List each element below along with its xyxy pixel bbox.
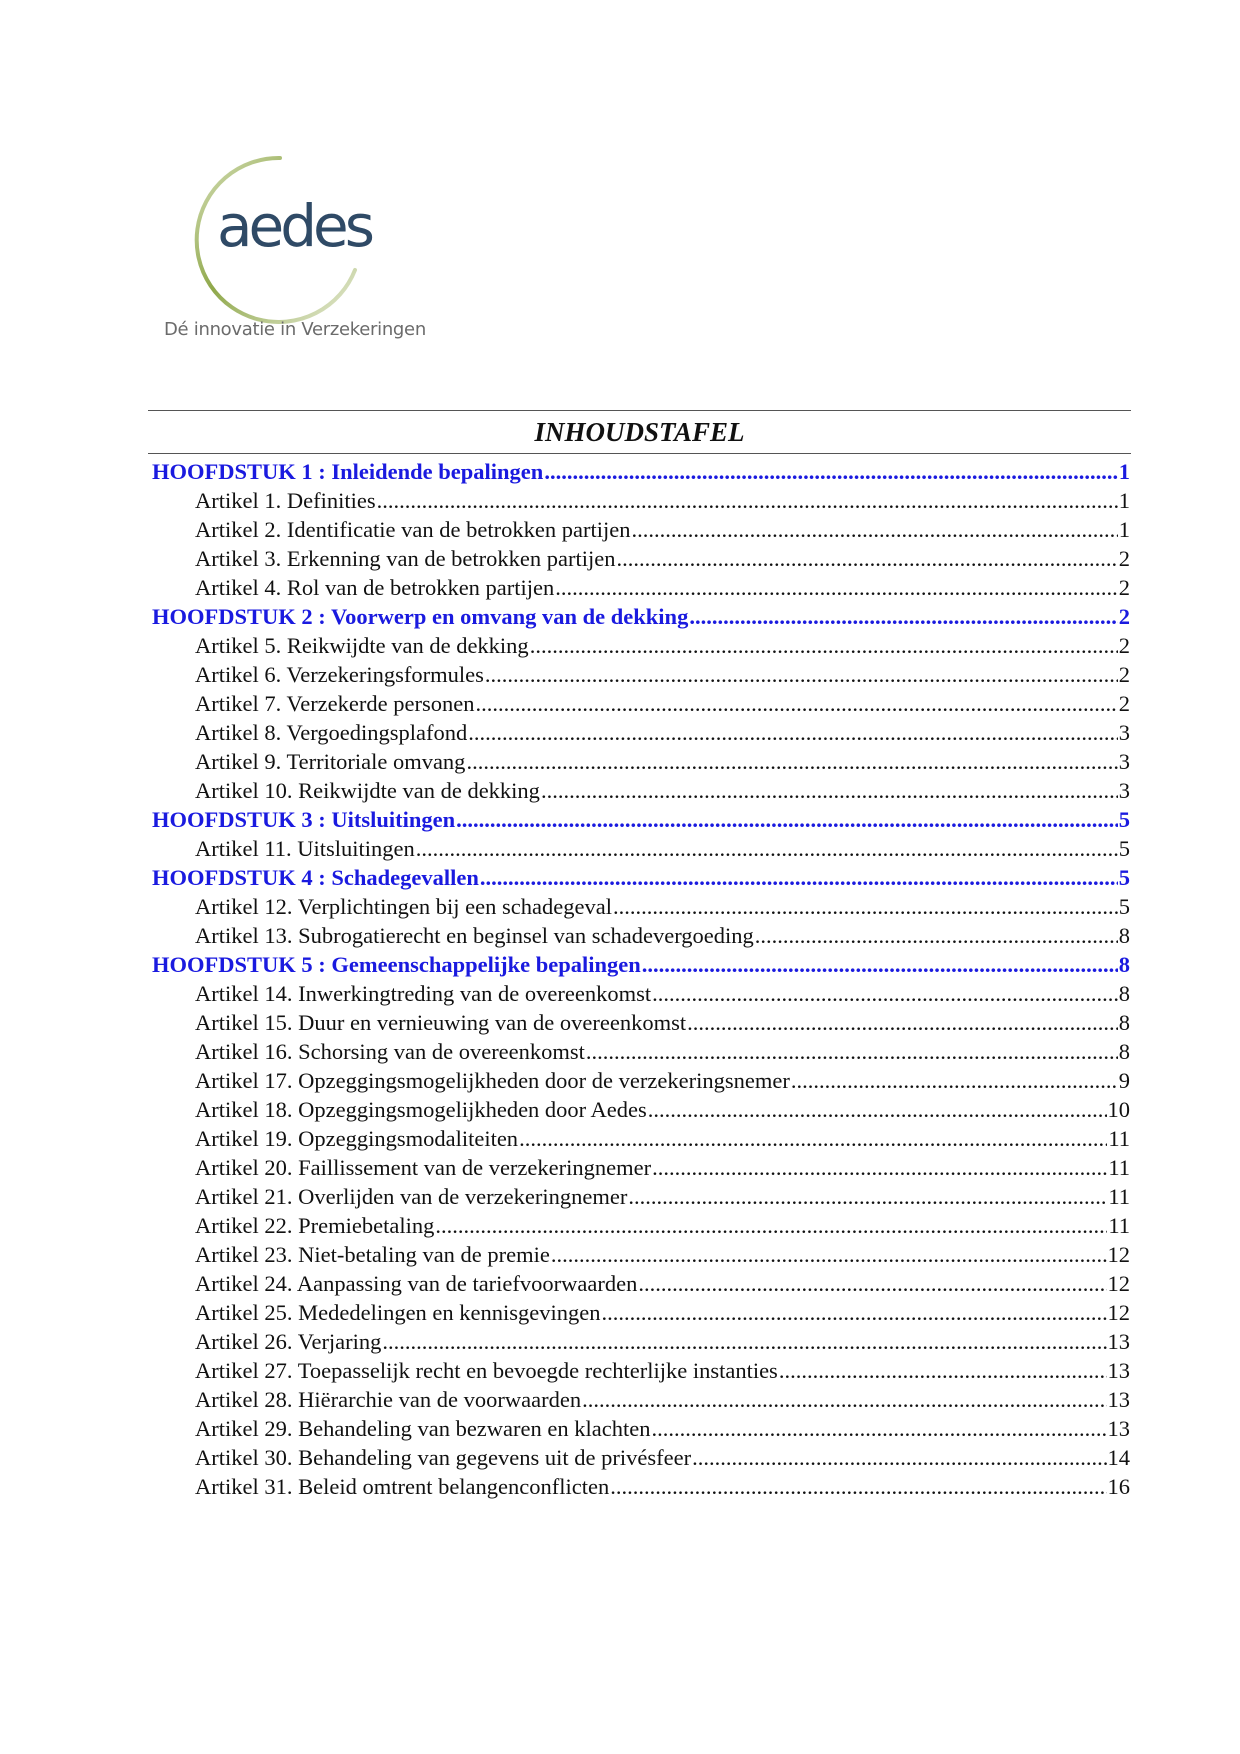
toc-entry-label: HOOFDSTUK 3 : Uitsluitingen — [152, 807, 456, 832]
toc-article-entry[interactable] — [150, 1443, 1130, 1472]
toc-article-entry[interactable] — [150, 747, 1130, 776]
toc-article-entry[interactable] — [150, 718, 1130, 747]
toc-entry-label: Artikel 15. Duur en vernieuwing van de overeenkomst — [195, 1010, 687, 1035]
toc-entry-label: Artikel 24. Aanpassing van de tariefvoorwaarden — [195, 1271, 638, 1296]
toc-entry-label: HOOFDSTUK 1 : Inleidende bepalingen — [152, 459, 544, 484]
toc-article-entry[interactable] — [150, 1414, 1130, 1443]
toc-leader-dots — [779, 1356, 1107, 1385]
toc-entry-page: 3 — [1118, 778, 1130, 803]
toc-entry-page: 14 — [1107, 1445, 1130, 1470]
toc-leader-dots — [541, 776, 1118, 805]
toc-article-entry[interactable] — [150, 1008, 1130, 1037]
toc-chapter-entry[interactable] — [150, 805, 1130, 834]
toc-entry-label: Artikel 17. Opzeggingsmogelijkheden door de verzekeringsnemer — [195, 1068, 790, 1093]
toc-leader-dots — [602, 1298, 1107, 1327]
toc-entry-page: 2 — [1118, 691, 1130, 716]
toc-leader-dots — [456, 805, 1118, 834]
toc-leader-dots — [613, 892, 1118, 921]
toc-article-entry[interactable] — [150, 1124, 1130, 1153]
toc-entry-page: 3 — [1118, 749, 1130, 774]
toc-article-entry[interactable] — [150, 1298, 1130, 1327]
toc-title-rule-top — [148, 410, 1131, 411]
toc-article-entry[interactable] — [150, 776, 1130, 805]
toc-entry-label: Artikel 13. Subrogatierecht en beginsel van schadevergoeding — [195, 923, 754, 948]
toc-entry-page: 1 — [1118, 459, 1130, 484]
toc-leader-dots — [610, 1472, 1106, 1501]
toc-leader-dots — [377, 486, 1118, 515]
toc-entry-label: Artikel 7. Verzekerde personen — [195, 691, 475, 716]
toc-entry-label: Artikel 2. Identificatie van de betrokken partijen — [195, 517, 631, 542]
toc-entry-page: 12 — [1107, 1271, 1130, 1296]
toc-article-entry[interactable] — [150, 1037, 1130, 1066]
toc-entry-label: Artikel 31. Beleid omtrent belangenconflicten — [195, 1474, 610, 1499]
toc-entry-label: Artikel 11. Uitsluitingen — [195, 836, 415, 861]
toc-entry-label: Artikel 23. Niet-betaling van de premie — [195, 1242, 550, 1267]
toc-chapter-entry[interactable] — [150, 457, 1130, 486]
toc-leader-dots — [480, 863, 1118, 892]
table-of-contents — [150, 457, 1130, 1501]
toc-entry-label: Artikel 14. Inwerkingtreding van de overeenkomst — [195, 981, 652, 1006]
toc-article-entry[interactable] — [150, 1153, 1130, 1182]
toc-entry-label: Artikel 3. Erkenning van de betrokken partijen — [195, 546, 616, 571]
toc-leader-dots — [544, 457, 1117, 486]
toc-leader-dots — [692, 1443, 1106, 1472]
toc-leader-dots — [485, 660, 1118, 689]
toc-entry-label: HOOFDSTUK 5 : Gemeenschappelijke bepalingen — [152, 952, 641, 977]
toc-entry-label: Artikel 19. Opzeggingsmodaliteiten — [195, 1126, 519, 1151]
toc-entry-label: Artikel 12. Verplichtingen bij een schadegeval — [195, 894, 612, 919]
toc-entry-label: Artikel 16. Schorsing van de overeenkomst — [195, 1039, 585, 1064]
toc-leader-dots — [416, 834, 1118, 863]
toc-article-entry[interactable] — [150, 689, 1130, 718]
toc-chapter-entry[interactable] — [150, 863, 1130, 892]
toc-leader-dots — [519, 1124, 1107, 1153]
toc-entry-label: Artikel 5. Reikwijdte van de dekking — [195, 633, 529, 658]
toc-entry-label: Artikel 20. Faillissement van de verzekeringnemer — [195, 1155, 652, 1180]
toc-entry-page: 12 — [1107, 1300, 1130, 1325]
toc-article-entry[interactable] — [150, 1356, 1130, 1385]
toc-entry-page: 2 — [1118, 604, 1130, 629]
toc-article-entry[interactable] — [150, 892, 1130, 921]
toc-leader-dots — [530, 631, 1118, 660]
toc-entry-page: 5 — [1118, 836, 1130, 861]
toc-entry-page: 11 — [1108, 1184, 1130, 1209]
toc-entry-page: 8 — [1118, 1010, 1130, 1035]
toc-entry-label: HOOFDSTUK 2 : Voorwerp en omvang van de dekking — [152, 604, 689, 629]
toc-leader-dots — [617, 544, 1118, 573]
toc-article-entry[interactable] — [150, 631, 1130, 660]
toc-article-entry[interactable] — [150, 515, 1130, 544]
toc-entry-label: Artikel 28. Hiërarchie van de voorwaarden — [195, 1387, 582, 1412]
toc-entry-label: Artikel 1. Definities — [195, 488, 376, 513]
toc-leader-dots — [435, 1211, 1107, 1240]
toc-entry-page: 8 — [1118, 981, 1130, 1006]
toc-leader-dots — [586, 1037, 1118, 1066]
toc-entry-label: Artikel 27. Toepasselijk recht en bevoegde rechterlijke instanties — [195, 1358, 778, 1383]
toc-leader-dots — [468, 718, 1117, 747]
toc-title-rule-bottom — [148, 453, 1131, 454]
toc-article-entry[interactable] — [150, 1385, 1130, 1414]
toc-article-entry[interactable] — [150, 1095, 1130, 1124]
toc-chapter-entry[interactable] — [150, 602, 1130, 631]
toc-entry-page: 12 — [1107, 1242, 1130, 1267]
toc-entry-label: Artikel 9. Territoriale omvang — [195, 749, 466, 774]
toc-entry-label: Artikel 4. Rol van de betrokken partijen — [195, 575, 555, 600]
toc-leader-dots — [638, 1269, 1106, 1298]
toc-entry-page: 13 — [1107, 1358, 1130, 1383]
toc-article-entry[interactable] — [150, 1211, 1130, 1240]
toc-article-entry[interactable] — [150, 486, 1130, 515]
toc-article-entry[interactable] — [150, 660, 1130, 689]
toc-leader-dots — [651, 1414, 1106, 1443]
toc-leader-dots — [652, 979, 1118, 1008]
toc-entry-page: 5 — [1118, 807, 1130, 832]
toc-entry-label: Artikel 29. Behandeling van bezwaren en klachten — [195, 1416, 651, 1441]
toc-leader-dots — [628, 1182, 1107, 1211]
toc-article-entry[interactable] — [150, 921, 1130, 950]
toc-entry-label: Artikel 18. Opzeggingsmogelijkheden door Aedes — [195, 1097, 647, 1122]
toc-entry-page: 13 — [1107, 1387, 1130, 1412]
toc-leader-dots — [582, 1385, 1106, 1414]
toc-article-entry[interactable] — [150, 1066, 1130, 1095]
toc-entry-page: 2 — [1118, 662, 1130, 687]
logo-tagline: Dé innovatie in Verzekeringen — [164, 319, 426, 340]
toc-article-entry[interactable] — [150, 1472, 1130, 1501]
toc-article-entry[interactable] — [150, 544, 1130, 573]
toc-leader-dots — [791, 1066, 1118, 1095]
toc-entry-label: Artikel 21. Overlijden van de verzekeringnemer — [195, 1184, 628, 1209]
toc-leader-dots — [382, 1327, 1106, 1356]
toc-entry-page: 8 — [1118, 923, 1130, 948]
toc-article-entry[interactable] — [150, 834, 1130, 863]
toc-article-entry[interactable] — [150, 979, 1130, 1008]
toc-entry-label: Artikel 22. Premiebetaling — [195, 1213, 435, 1238]
toc-entry-page: 13 — [1107, 1329, 1130, 1354]
toc-entry-page: 11 — [1108, 1155, 1130, 1180]
toc-entry-page: 13 — [1107, 1416, 1130, 1441]
toc-entry-page: 2 — [1118, 633, 1130, 658]
toc-entry-label: Artikel 30. Behandeling van gegevens uit de privésfeer — [195, 1445, 692, 1470]
toc-entry-label: Artikel 25. Mededelingen en kennisgevingen — [195, 1300, 601, 1325]
toc-title: INHOUDSTAFEL — [534, 417, 745, 447]
toc-chapter-entry[interactable] — [150, 950, 1130, 979]
toc-leader-dots — [648, 1095, 1107, 1124]
toc-entry-label: Artikel 6. Verzekeringsformules — [195, 662, 484, 687]
toc-entry-label: HOOFDSTUK 4 : Schadegevallen — [152, 865, 479, 890]
toc-entry-page: 11 — [1108, 1213, 1130, 1238]
toc-entry-page: 8 — [1118, 1039, 1130, 1064]
toc-article-entry[interactable] — [150, 1327, 1130, 1356]
toc-entry-page: 1 — [1118, 488, 1130, 513]
toc-article-entry[interactable] — [150, 1269, 1130, 1298]
toc-article-entry[interactable] — [150, 573, 1130, 602]
toc-entry-page: 8 — [1118, 952, 1130, 977]
toc-entry-page: 1 — [1118, 517, 1130, 542]
toc-entry-page: 10 — [1107, 1097, 1130, 1122]
toc-entry-page: 3 — [1118, 720, 1130, 745]
toc-entry-page: 9 — [1118, 1068, 1130, 1093]
toc-entry-page: 11 — [1108, 1126, 1130, 1151]
toc-entry-label: Artikel 10. Reikwijdte van de dekking — [195, 778, 540, 803]
toc-leader-dots — [689, 602, 1117, 631]
toc-leader-dots — [755, 921, 1118, 950]
toc-entry-page: 5 — [1118, 894, 1130, 919]
toc-entry-label: Artikel 26. Verjaring — [195, 1329, 382, 1354]
toc-leader-dots — [687, 1008, 1118, 1037]
toc-entry-page: 2 — [1118, 575, 1130, 600]
toc-leader-dots — [631, 515, 1117, 544]
toc-leader-dots — [555, 573, 1117, 602]
toc-leader-dots — [642, 950, 1118, 979]
toc-entry-page: 16 — [1107, 1474, 1130, 1499]
toc-leader-dots — [466, 747, 1117, 776]
toc-leader-dots — [475, 689, 1117, 718]
logo-wordmark-text: aedes — [217, 192, 371, 260]
toc-article-entry[interactable] — [150, 1240, 1130, 1269]
toc-entry-page: 2 — [1118, 546, 1130, 571]
toc-leader-dots — [652, 1153, 1107, 1182]
toc-entry-page: 5 — [1118, 865, 1130, 890]
toc-leader-dots — [551, 1240, 1107, 1269]
toc-article-entry[interactable] — [150, 1182, 1130, 1211]
toc-entry-label: Artikel 8. Vergoedingsplafond — [195, 720, 468, 745]
